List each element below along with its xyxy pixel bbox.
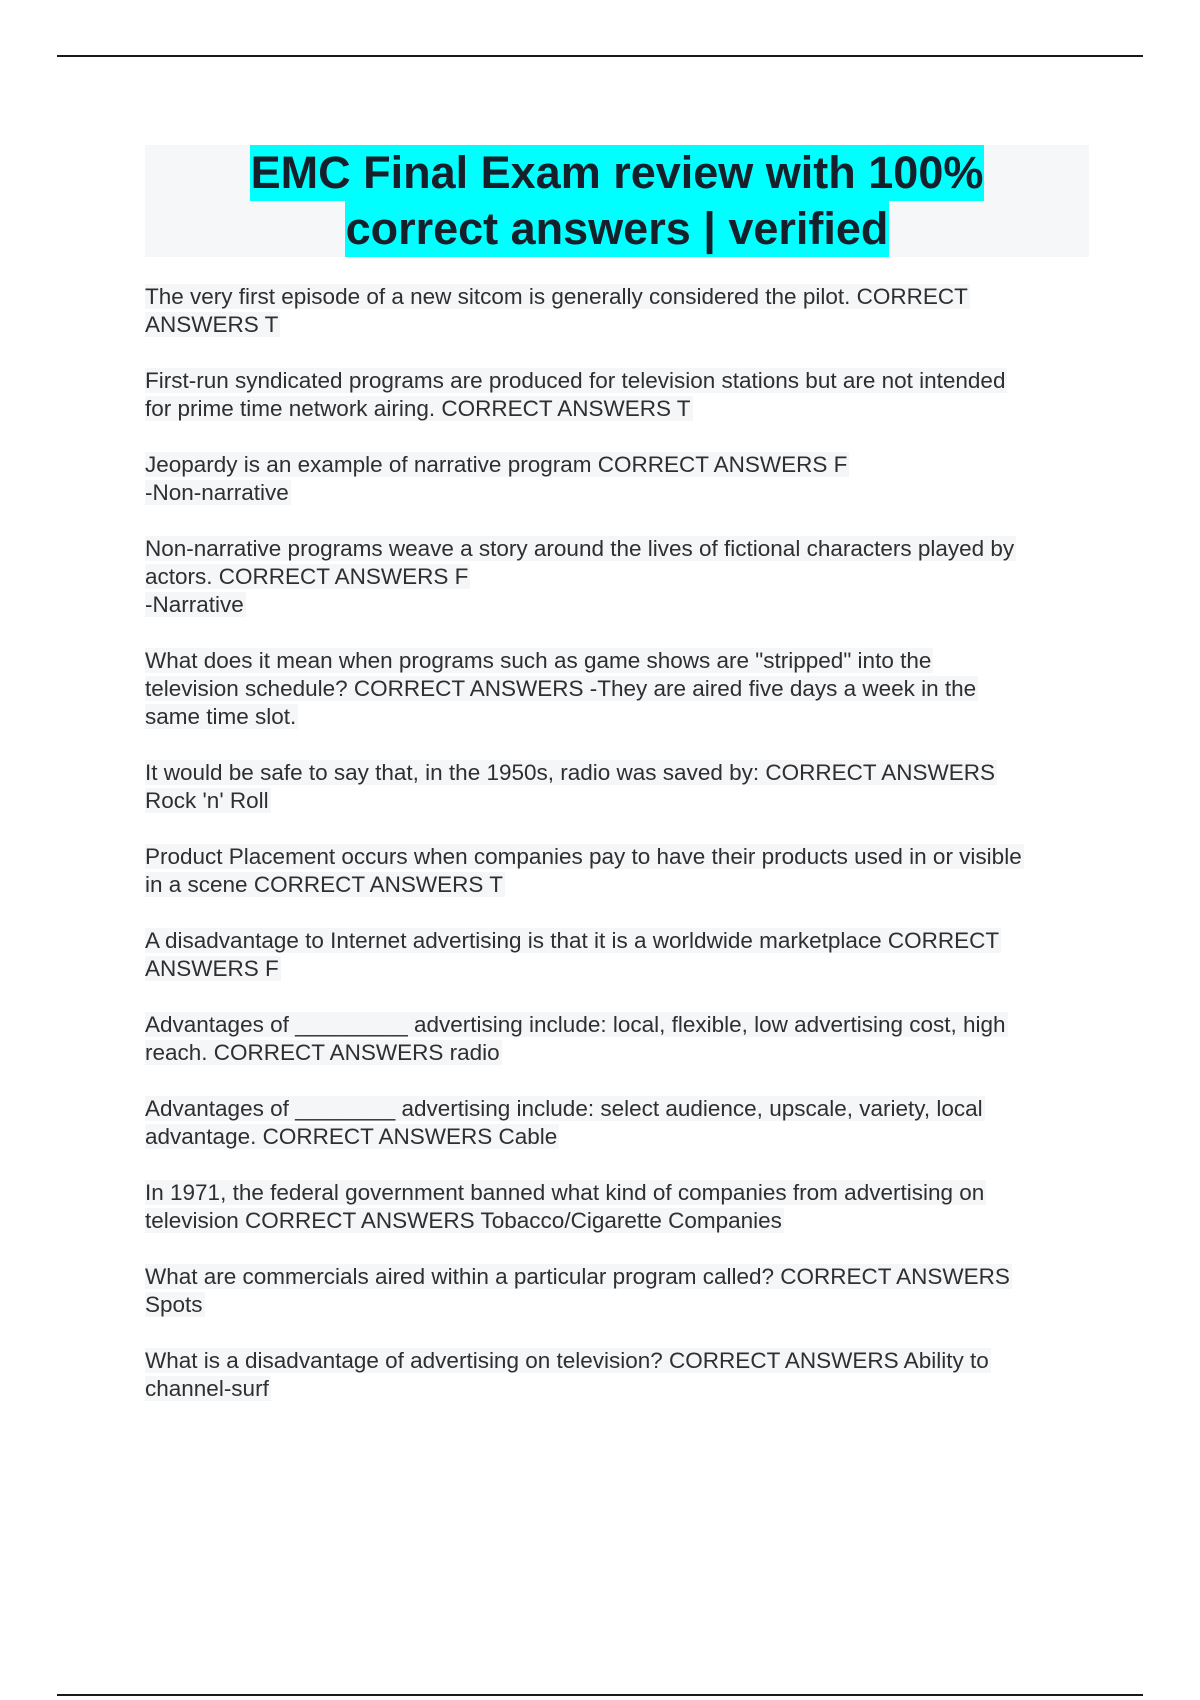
qa-line-text: The very first episode of a new sitcom is generally considered the pilot. CORRECT (145, 284, 968, 309)
qa-line-text: What are commercials aired within a particular program called? CORRECT ANSWERS (145, 1264, 1010, 1289)
qa-line-text: In 1971, the federal government banned what kind of companies from advertising on (145, 1180, 985, 1205)
qa-list (145, 283, 1090, 1431)
qa-line-text: television schedule? CORRECT ANSWERS -They are aired five days a week in the (145, 676, 977, 701)
qa-item (145, 1179, 1090, 1235)
top-rule (57, 55, 1143, 57)
qa-line (145, 479, 1090, 507)
qa-line (145, 535, 1090, 563)
qa-item (145, 1011, 1090, 1067)
qa-line (145, 927, 1090, 955)
qa-line-text: television CORRECT ANSWERS Tobacco/Cigarette Companies (145, 1208, 782, 1233)
qa-line (145, 1123, 1090, 1151)
qa-line (145, 283, 1090, 311)
qa-line-text: actors. CORRECT ANSWERS F (145, 564, 469, 589)
qa-line (145, 311, 1090, 339)
qa-line-text: in a scene CORRECT ANSWERS T (145, 872, 504, 897)
qa-line (145, 703, 1090, 731)
qa-line-text: Product Placement occurs when companies pay to have their products used in or visible (145, 844, 1022, 869)
title-line-2: correct answers | verified (345, 201, 890, 257)
qa-line-text: ANSWERS F (145, 956, 279, 981)
qa-line-text: Advantages of ________ advertising include: select audience, upscale, variety, local (145, 1096, 983, 1121)
qa-line-text: advantage. CORRECT ANSWERS Cable (145, 1124, 558, 1149)
qa-line (145, 759, 1090, 787)
document-title (145, 145, 1089, 257)
qa-line (145, 955, 1090, 983)
qa-item (145, 759, 1090, 815)
qa-line (145, 1375, 1090, 1403)
qa-line-text: ANSWERS T (145, 312, 279, 337)
qa-line-text: -Non-narrative (145, 480, 289, 505)
qa-item (145, 283, 1090, 339)
qa-line-text: First-run syndicated programs are produced for television stations but are not intended (145, 368, 1006, 393)
qa-line-text: A disadvantage to Internet advertising is that it is a worldwide marketplace CORRECT (145, 928, 1000, 953)
bottom-rule (57, 1694, 1143, 1696)
qa-line (145, 451, 1090, 479)
qa-line (145, 675, 1090, 703)
qa-line-text: for prime time network airing. CORRECT ANSWERS T (145, 396, 691, 421)
qa-item (145, 1347, 1090, 1403)
qa-line (145, 1095, 1090, 1123)
qa-item (145, 927, 1090, 983)
qa-line (145, 1179, 1090, 1207)
qa-line-text: Spots (145, 1292, 203, 1317)
qa-line-text: reach. CORRECT ANSWERS radio (145, 1040, 500, 1065)
qa-line (145, 871, 1090, 899)
qa-line (145, 1039, 1090, 1067)
qa-item (145, 451, 1090, 507)
qa-line-text: -Narrative (145, 592, 244, 617)
qa-line-text: Rock 'n' Roll (145, 788, 269, 813)
qa-line (145, 1291, 1090, 1319)
qa-line (145, 367, 1090, 395)
qa-line (145, 591, 1090, 619)
qa-line-text: It would be safe to say that, in the 1950s, radio was saved by: CORRECT ANSWERS (145, 760, 995, 785)
qa-line-text: Advantages of _________ advertising include: local, flexible, low advertising cost, high (145, 1012, 1006, 1037)
qa-item (145, 647, 1090, 731)
qa-line (145, 395, 1090, 423)
qa-line (145, 647, 1090, 675)
qa-line-text: What is a disadvantage of advertising on television? CORRECT ANSWERS Ability to (145, 1348, 989, 1373)
qa-item (145, 843, 1090, 899)
qa-line (145, 1263, 1090, 1291)
qa-line-text: Jeopardy is an example of narrative program CORRECT ANSWERS F (145, 452, 848, 477)
qa-line (145, 843, 1090, 871)
qa-item (145, 1095, 1090, 1151)
qa-line (145, 1347, 1090, 1375)
qa-line-text: same time slot. (145, 704, 297, 729)
qa-item (145, 535, 1090, 619)
qa-line (145, 787, 1090, 815)
qa-item (145, 1263, 1090, 1319)
qa-line-text: What does it mean when programs such as game shows are "stripped" into the (145, 648, 932, 673)
title-line-1: EMC Final Exam review with 100% (250, 145, 985, 201)
qa-item (145, 367, 1090, 423)
qa-line-text: Non-narrative programs weave a story around the lives of fictional characters played by (145, 536, 1015, 561)
qa-line (145, 563, 1090, 591)
qa-line-text: channel-surf (145, 1376, 269, 1401)
qa-line (145, 1011, 1090, 1039)
qa-line (145, 1207, 1090, 1235)
